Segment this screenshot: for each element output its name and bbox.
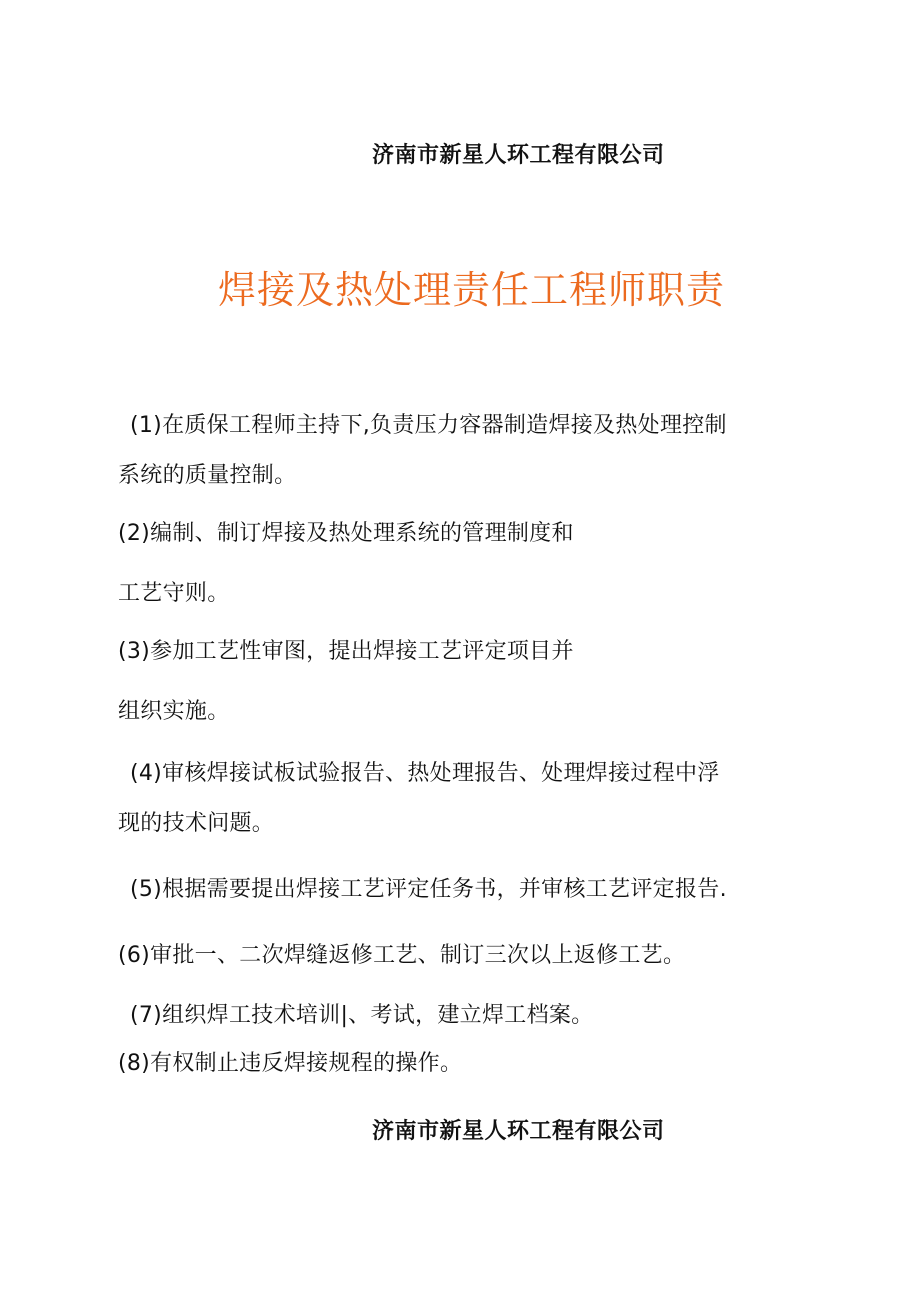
duty-item-4-line-1: (4)审核焊接试板试验报告、热处理报告、处理焊接过程中浮: [130, 761, 720, 786]
duty-item-6: (6)审批一、二次焊缝返修工艺、制订三次以上返修工艺。: [118, 943, 686, 968]
duty-item-2-line-2: 工艺守则。: [118, 581, 230, 606]
company-footer: 济南市新星人环工程有限公司: [372, 1119, 665, 1144]
duty-item-1-line-2: 系统的质量控制。: [118, 463, 297, 488]
company-header: 济南市新星人环工程有限公司: [372, 143, 665, 168]
duty-item-3-line-2: 组织实施。: [118, 699, 230, 724]
duty-item-4-line-2: 现的技术问题。: [118, 811, 275, 836]
duty-item-5: (5)根据需要提出焊接工艺评定任务书，并审核工艺评定报告.: [130, 877, 727, 902]
document-title: 焊接及热处理责任工程师职责: [218, 268, 726, 312]
duty-item-7: (7)组织焊工技术培训|、考试，建立焊工档案。: [130, 1003, 594, 1028]
duty-item-3-line-1: (3)参加工艺性审图，提出焊接工艺评定项目并: [118, 639, 574, 664]
duty-item-8: (8)有权制止违反焊接规程的操作。: [118, 1051, 463, 1076]
duty-item-2-line-1: (2)编制、制订焊接及热处理系统的管理制度和: [118, 521, 574, 546]
duty-item-1-line-1: (1)在质保工程师主持下,负责压力容器制造焊接及热处理控制: [130, 413, 727, 438]
